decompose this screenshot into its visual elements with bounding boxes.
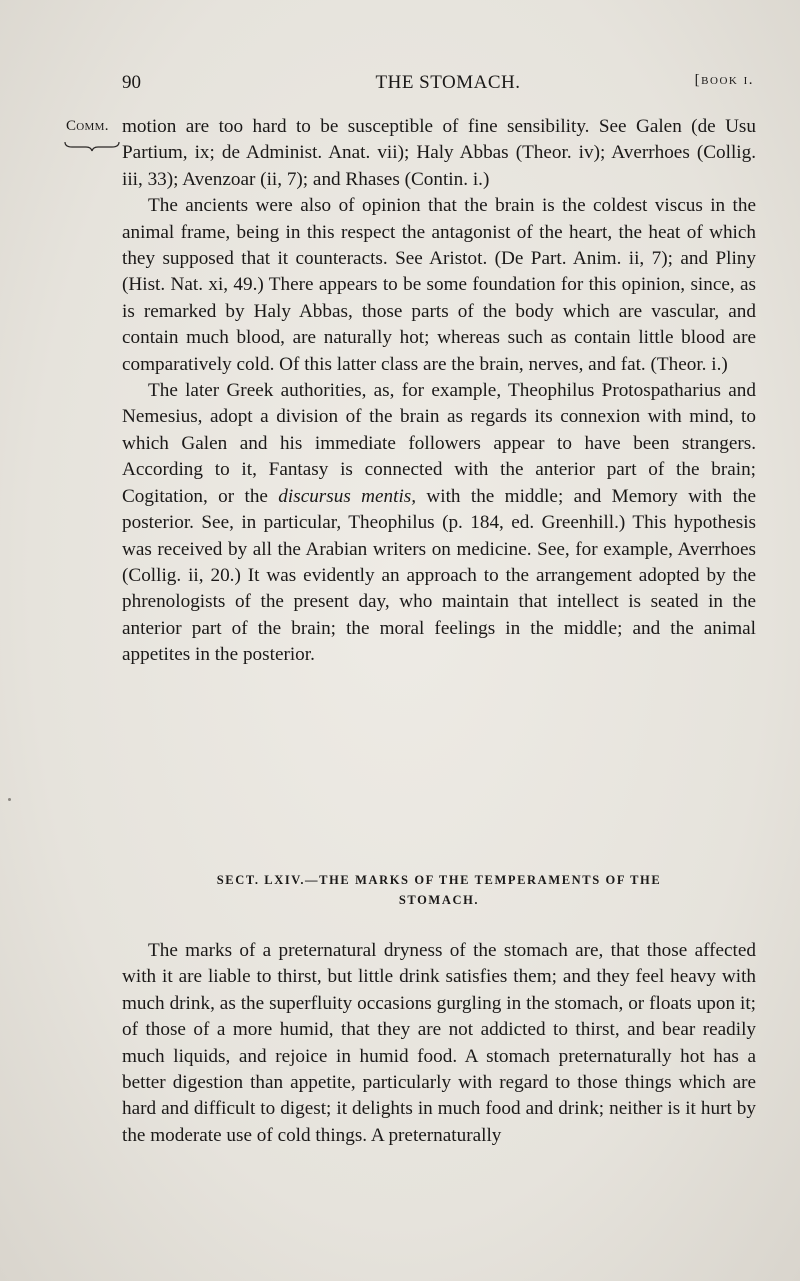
margin-brace-icon xyxy=(64,140,120,152)
body-text-lower xyxy=(122,938,756,1149)
paragraph-3-italic: discursus mentis, xyxy=(278,485,417,507)
section-heading-line-1: SECT. LXIV.—THE MARKS OF THE TEMPERAMENTS OF THE xyxy=(216,873,662,887)
page-number: 90 xyxy=(122,72,141,93)
body-text-upper xyxy=(122,114,756,669)
paragraph-3 xyxy=(122,378,756,668)
paragraph-4: The marks of a preternatural dryness of the stomach are, that those affected with it are liable to thirst, but little drink satisfies them; and they feel heavy with much drink, as the superfluity occasions gurgling in the stomach, or floats upon it; of those of a more humid, that they are not addicted to thirst, and bear readily much liquids, and rejoice in humid food. A stomach preternaturally hot has a better digestion than appetite, particularly with regard to those things which are hard and difficult to digest; it delights in much food and drink; neither is it hurt by the moderate use of cold things. A preternaturally xyxy=(122,940,756,1146)
paragraph-3-text-a: The later Greek authorities, as, for example, Theophilus Protospatharius and Nemesius, adopt a division of the brain as regards its connexion with mind, to which Galen and his immediate followers appear to have been strangers. According to it, Fantasy is connected with the anterior part of the brain; Cogitation, or the xyxy=(122,380,756,507)
paper-speck xyxy=(8,798,11,801)
paragraph-3-text-b: with the middle; and Memory with the posterior. See, in particular, Theophilus (p. 184, ed. Greenhill.) This hypothesis was received by all the Arabian writers on medicine. See, for example, Averrhoes (Collig. ii, 20.) It was evidently an approach to the arrangement adopted by the phrenologists of the present day, who maintain that intellect is seated in the anterior part of the brain; the moral feelings in the middle; and the animal appetites in the posterior. xyxy=(122,485,757,666)
section-heading-line-2: STOMACH. xyxy=(398,893,480,907)
running-head xyxy=(122,72,754,98)
book-indicator: [book i. xyxy=(694,72,754,88)
section-heading xyxy=(122,870,756,910)
running-title: THE STOMACH. xyxy=(375,72,521,93)
paragraph-2: The ancients were also of opinion that the brain is the coldest viscus in the animal frame, being in this respect the antagonist of the heart, the heat of which they supposed that it counteracts. See Aristot. (De Part. Anim. ii, 7); and Pliny (Hist. Nat. xi, 49.) There appears to be some foundation for this opinion, since, as is remarked by Haly Abbas, those parts of the body which are vascular, and contain much blood, are naturally hot; whereas such as contain little blood are comparatively cold. Of this latter class are the brain, nerves, and fat. (Theor. i.) xyxy=(122,195,756,375)
margin-note-commentary: Comm. xyxy=(66,118,109,134)
paragraph-1: motion are too hard to be susceptible of fine sensibility. See Galen (de Usu Partium, ix; de Administ. Anat. vii); Haly Abbas (Theor. iv); Averrhoes (Collig. iii, 33); Avenzoar (ii, 7); and Rhases (Contin. i.) xyxy=(122,116,756,190)
